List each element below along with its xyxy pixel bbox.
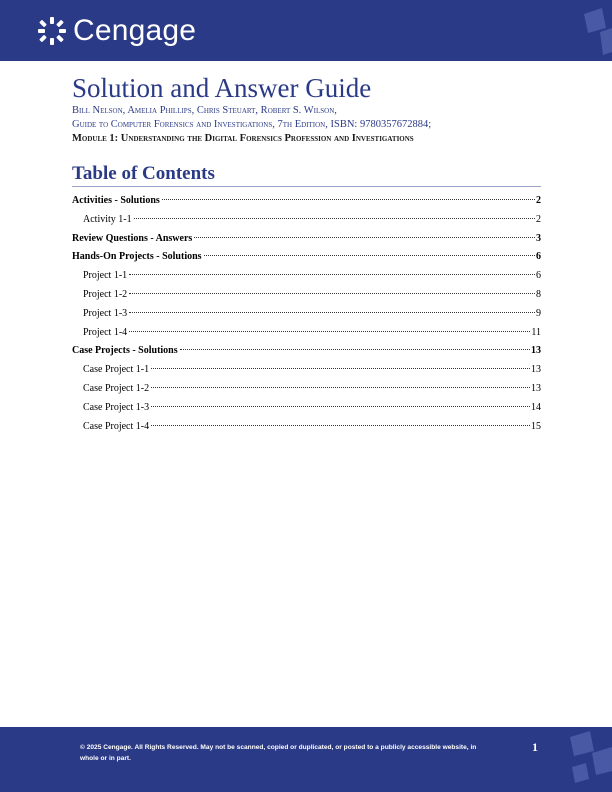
toc-dot-leader xyxy=(194,237,535,238)
toc-divider xyxy=(72,186,541,187)
toc-entry-page: 8 xyxy=(536,288,541,300)
toc-entry-label: Project 1-1 xyxy=(83,270,128,282)
copyright-notice: © 2025 Cengage. All Rights Reserved. May not be scanned, copied or duplicated, or posted to a publicly accessible website, in whole or in part. xyxy=(80,744,477,762)
toc-entry-label: Activities - Solutions xyxy=(72,195,160,206)
toc-dot-leader xyxy=(134,218,535,219)
toc-entry-label: Activity 1-1 xyxy=(83,213,132,225)
decorative-shapes-icon xyxy=(562,0,612,61)
toc-entry-page: 15 xyxy=(531,420,541,432)
toc-dot-leader xyxy=(129,331,530,332)
toc-entry-label: Hands-On Projects - Solutions xyxy=(72,251,202,263)
page-header xyxy=(0,0,612,61)
document-title: Solution and Answer Guide xyxy=(72,73,372,103)
toc-entry-label: Review Questions - Answers xyxy=(72,232,193,244)
toc-entry-label: Case Project 1-1 xyxy=(83,364,150,376)
toc-dot-leader xyxy=(129,312,535,313)
toc-entry-label: Project 1-2 xyxy=(83,288,128,300)
toc-entry[interactable] xyxy=(72,380,541,399)
cengage-logo-icon xyxy=(37,16,67,46)
module-line: Module 1: Understanding the Digital Forensics Profession and Investigations xyxy=(72,133,414,144)
toc-entry[interactable] xyxy=(72,361,541,380)
toc-entry[interactable] xyxy=(72,324,541,343)
book-edition-line: Guide to Computer Forensics and Investigations, 7th Edition, ISBN: 9780357672884; xyxy=(72,119,432,130)
toc-dot-leader xyxy=(151,406,530,407)
toc-entry-page: 13 xyxy=(531,345,541,357)
toc-entry-label: Case Project 1-2 xyxy=(83,382,150,394)
brand-name: Cengage xyxy=(73,14,197,47)
page-number: 1 xyxy=(532,740,538,754)
toc-dot-leader xyxy=(162,199,535,200)
toc-entry-page: 14 xyxy=(531,401,541,413)
toc-entry-page: 13 xyxy=(531,364,541,376)
toc-entry-page: 2 xyxy=(536,213,541,225)
toc-entry-page: 3 xyxy=(536,232,541,244)
toc-entry-page: 9 xyxy=(536,307,541,319)
toc-entry[interactable] xyxy=(72,267,541,286)
toc-dot-leader xyxy=(151,368,530,369)
toc-dot-leader xyxy=(151,425,530,426)
toc-entry[interactable] xyxy=(72,192,541,211)
toc-entry-page: 13 xyxy=(531,382,541,394)
toc-dot-leader xyxy=(180,349,530,350)
toc-dot-leader xyxy=(129,293,535,294)
toc-entry[interactable] xyxy=(72,399,541,418)
toc-entry[interactable] xyxy=(72,305,541,324)
toc-dot-leader xyxy=(204,255,535,256)
toc-entry[interactable] xyxy=(72,286,541,305)
toc-entry-page: 2 xyxy=(536,195,541,206)
toc-dot-leader xyxy=(129,274,535,275)
toc-entry-label: Project 1-3 xyxy=(83,307,128,319)
toc-entry-label: Project 1-4 xyxy=(83,326,128,338)
authors-line: Bill Nelson, Amelia Phillips, Chris Steuart, Robert S. Wilson, xyxy=(72,105,337,116)
toc-dot-leader xyxy=(151,387,530,388)
cengage-logo xyxy=(37,14,196,48)
toc-entry-page: 6 xyxy=(536,251,541,263)
table-of-contents xyxy=(72,192,541,436)
toc-entry-page: 11 xyxy=(531,326,541,338)
toc-heading: Table of Contents xyxy=(72,163,215,184)
toc-entry[interactable] xyxy=(72,230,541,249)
page-footer xyxy=(0,727,612,792)
toc-entry-label: Case Projects - Solutions xyxy=(72,345,178,357)
toc-entry[interactable] xyxy=(72,211,541,230)
toc-entry-label: Case Project 1-3 xyxy=(83,401,150,413)
decorative-shapes-icon xyxy=(556,727,612,792)
toc-entry[interactable] xyxy=(72,418,541,437)
toc-entry-page: 6 xyxy=(536,270,541,282)
toc-entry-label: Case Project 1-4 xyxy=(83,420,150,432)
toc-entry[interactable] xyxy=(72,342,541,361)
toc-entry[interactable] xyxy=(72,248,541,267)
